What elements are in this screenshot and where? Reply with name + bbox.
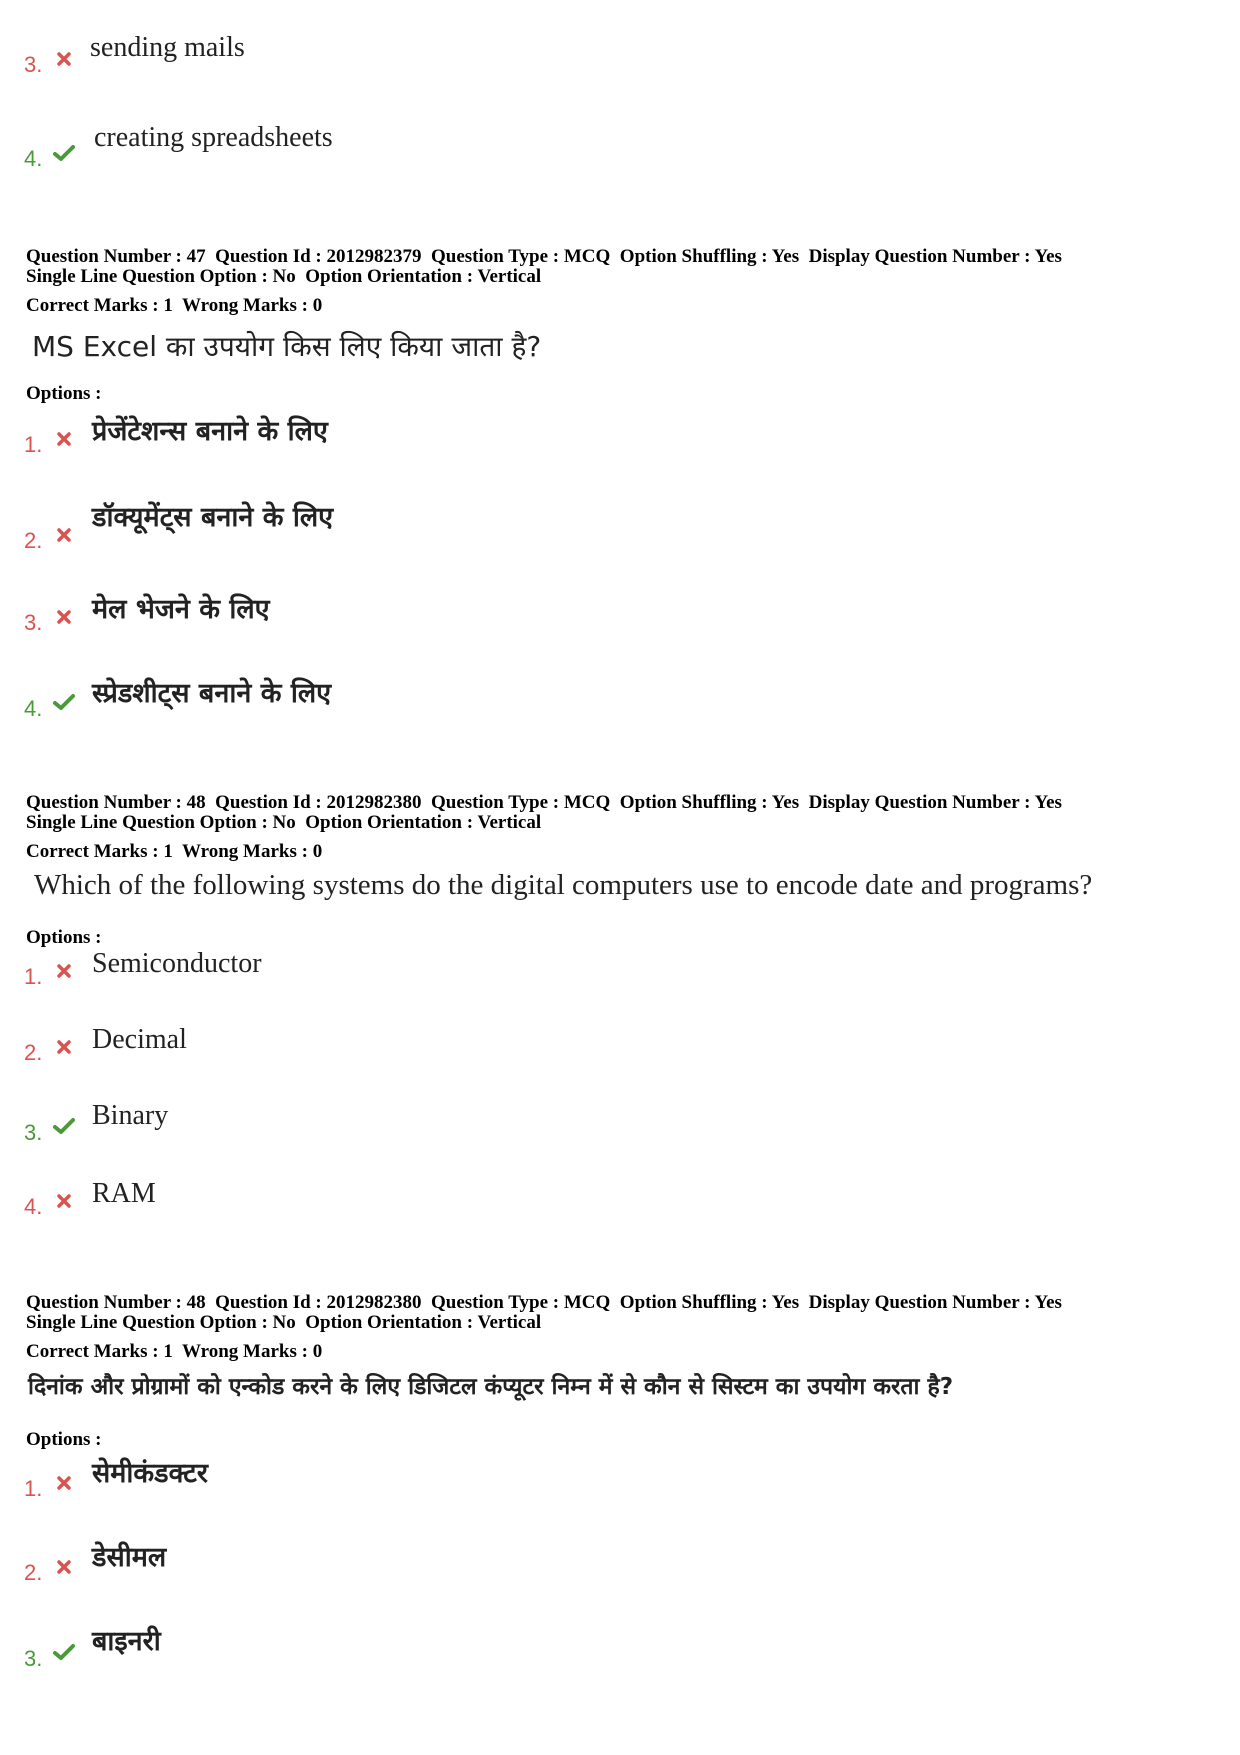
option-text: प्रेजेंटेशन्स बनाने के लिए <box>92 416 328 447</box>
option-text: डेसीमल <box>92 1542 167 1573</box>
option-number: 3. <box>24 610 43 635</box>
question-meta: Question Number : 48 Question Id : 2012982380 Question Type : MCQ Option Shuffling : Yes Display Question Number : Yes <box>26 1292 1062 1313</box>
cross-icon <box>55 1558 73 1576</box>
option-number: 3. <box>24 1120 43 1145</box>
option-number: 4. <box>24 146 43 171</box>
option-text: स्प्रेडशीट्स बनाने के लिए <box>92 678 332 709</box>
option-number: 2. <box>24 528 43 553</box>
options-label: Options : <box>26 1429 102 1450</box>
check-icon <box>52 1117 76 1135</box>
option-number: 1. <box>24 432 43 457</box>
question-meta: Question Number : 47 Question Id : 2012982379 Question Type : MCQ Option Shuffling : Yes Display Question Number : Yes <box>26 246 1062 267</box>
options-label: Options : <box>26 383 102 404</box>
option-text: RAM <box>92 1178 156 1209</box>
options-label: Options : <box>26 927 102 948</box>
check-icon <box>52 1643 76 1661</box>
option-text: Decimal <box>92 1024 187 1055</box>
cross-icon <box>55 1038 73 1056</box>
question-meta-line2: Single Line Question Option : No Option Orientation : Vertical <box>26 266 542 287</box>
cross-icon <box>55 526 73 544</box>
question-text: Which of the following systems do the digital computers use to encode date and programs? <box>34 869 1093 901</box>
question-marks: Correct Marks : 1 Wrong Marks : 0 <box>26 1341 323 1362</box>
question-text: दिनांक और प्रोग्रामों को एन्कोड करने के लिए डिजिटल कंप्यूटर निम्न में से कौन से सिस्टम का उपयोग करता है? <box>28 1374 954 1400</box>
cross-icon <box>55 430 73 448</box>
question-meta-line2: Single Line Question Option : No Option Orientation : Vertical <box>26 812 542 833</box>
option-number: 3. <box>24 52 43 77</box>
cross-icon <box>55 962 73 980</box>
option-number: 3. <box>24 1646 43 1671</box>
option-text: creating spreadsheets <box>94 122 333 153</box>
cross-icon <box>55 1474 73 1492</box>
option-number: 2. <box>24 1560 43 1585</box>
question-meta-line2: Single Line Question Option : No Option Orientation : Vertical <box>26 1312 542 1333</box>
check-icon <box>52 144 76 162</box>
option-text: बाइनरी <box>92 1626 161 1657</box>
option-text: sending mails <box>90 32 245 63</box>
cross-icon <box>55 608 73 626</box>
option-text: मेल भेजने के लिए <box>92 594 270 625</box>
option-number: 1. <box>24 1476 43 1501</box>
question-meta: Question Number : 48 Question Id : 2012982380 Question Type : MCQ Option Shuffling : Yes Display Question Number : Yes <box>26 792 1062 813</box>
option-text: Semiconductor <box>92 948 262 979</box>
option-number: 4. <box>24 696 43 721</box>
option-text: डॉक्यूमेंट्स बनाने के लिए <box>92 502 334 533</box>
question-text: MS Excel का उपयोग किस लिए किया जाता है? <box>32 330 542 363</box>
question-marks: Correct Marks : 1 Wrong Marks : 0 <box>26 295 323 316</box>
cross-icon <box>55 50 73 68</box>
check-icon <box>52 693 76 711</box>
option-number: 2. <box>24 1040 43 1065</box>
option-text: Binary <box>92 1100 169 1131</box>
question-marks: Correct Marks : 1 Wrong Marks : 0 <box>26 841 323 862</box>
option-number: 4. <box>24 1194 43 1219</box>
option-number: 1. <box>24 964 43 989</box>
option-text: सेमीकंडक्टर <box>92 1458 208 1489</box>
cross-icon <box>55 1192 73 1210</box>
